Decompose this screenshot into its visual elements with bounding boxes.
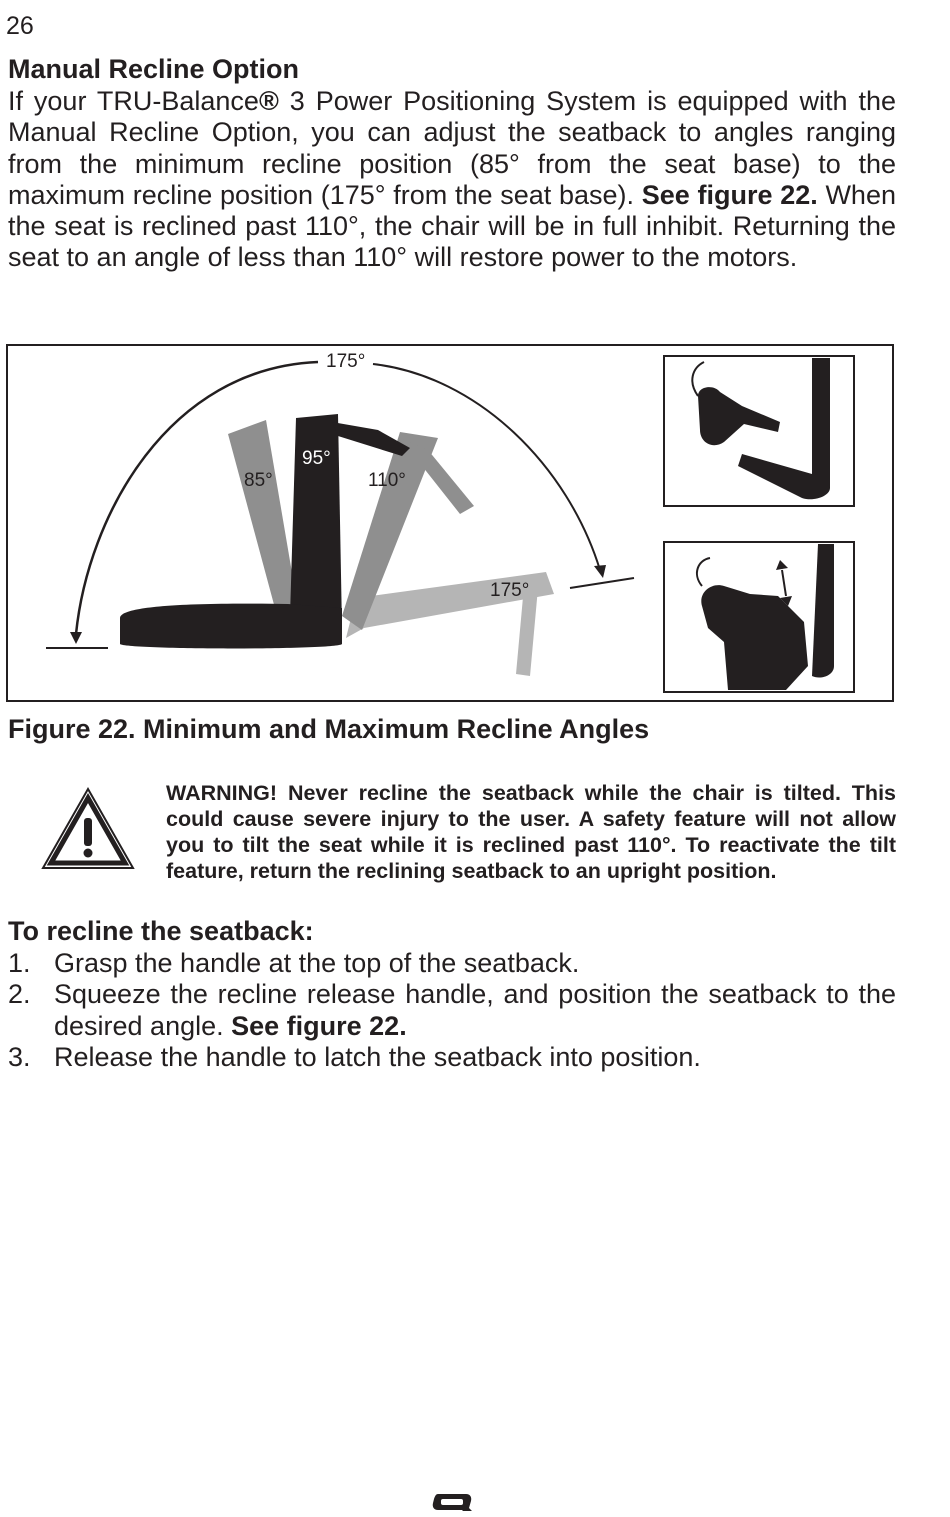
seatback-85 [228, 420, 298, 612]
quantum-logo-icon [432, 1492, 472, 1517]
label-95: 95° [302, 448, 331, 469]
seat-cushion [120, 604, 342, 649]
ground-line-right [570, 578, 634, 588]
see-figure-ref: See figure 22. [641, 179, 818, 210]
recline-illustration [8, 346, 892, 700]
handle-detail-inset [664, 356, 854, 506]
step-text: Grasp the handle at the top of the seatback. [54, 948, 580, 978]
label-85: 85° [244, 470, 273, 491]
registered-mark: ® [258, 86, 279, 116]
page-number: 26 [6, 12, 34, 40]
warning-text: WARNING! Never recline the seatback while the chair is tilted. This could cause severe injury to the user. A safety feature will not allow you to tilt the seat while it is reclined past 110°. To reactivate the tilt feature, return the reclining seatback to an upright position. [166, 781, 896, 883]
warning-triangle-icon [40, 786, 136, 877]
step-number: 1. [8, 948, 31, 978]
figure-caption: Figure 22. Minimum and Maximum Recline Angles [8, 714, 650, 744]
arrow-head-right [594, 565, 606, 578]
step-number: 3. [8, 1041, 31, 1072]
section-title: Manual Recline Option [8, 54, 300, 84]
step-see-figure-ref: See figure 22. [231, 1010, 407, 1041]
step-number: 2. [8, 979, 31, 1010]
label-175-arc: 175° [326, 351, 366, 372]
step-2 [8, 979, 896, 1042]
intro-text-2: 3 Power Positioning System is equipped with the Manual Recline Option, you can adjust the seatback to angles ranging from the minimum recline position (85° from the seat base) to the maximum recline position (175° from the seat base). [8, 86, 896, 210]
label-110: 110° [368, 470, 406, 491]
intro-paragraph [8, 86, 896, 274]
step-text: Release the handle to latch the seatback into position. [54, 1041, 701, 1072]
step-text: Squeeze the recline release handle, and position the seatback to the desired angle. [54, 979, 896, 1041]
recline-steps-list [8, 948, 896, 1073]
step-1 [8, 948, 896, 979]
recline-figure [6, 344, 894, 702]
steps-title: To recline the seatback: [8, 916, 314, 946]
seatback-95 [290, 414, 342, 628]
step-3 [8, 1042, 896, 1073]
intro-text-1: If your TRU-Balance [8, 86, 259, 116]
label-175-seat: 175° [490, 580, 530, 601]
hand-detail-inset [664, 542, 854, 692]
arrow-head-left [70, 632, 82, 644]
intro-text-3: When the seat is reclined past 110°, the chair will be in full inhibit. Returning the seat to an angle of less than 110° will restore power to the motors. [8, 179, 896, 273]
